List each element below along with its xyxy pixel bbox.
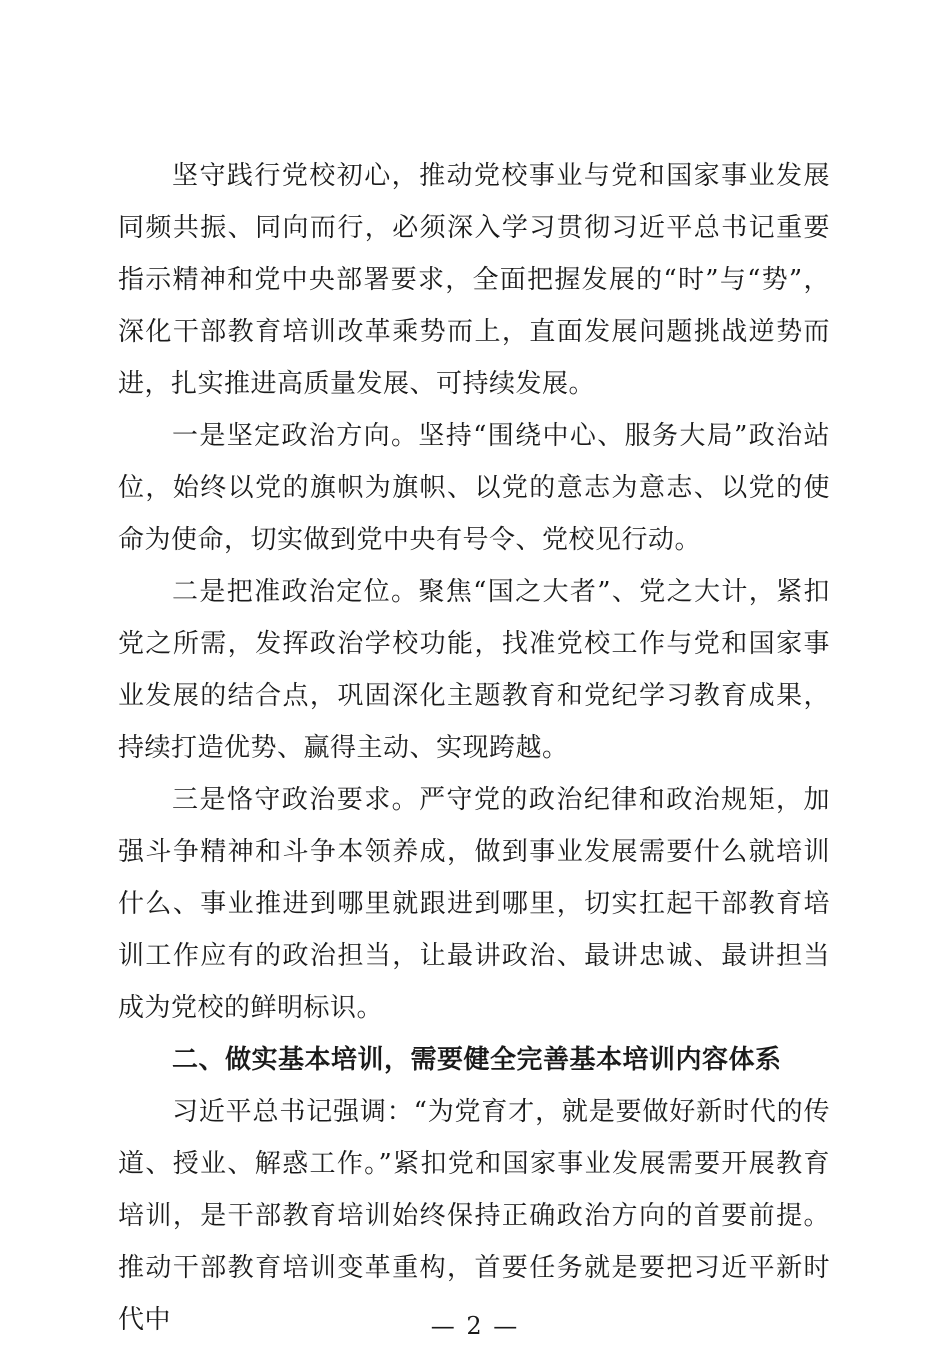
page-number: — 2 — [430, 1312, 520, 1340]
paragraph-point-one: 一是坚定政治方向。坚持“围绕中心、服务大局”政治站位，始终以党的旗帜为旗帜、以党的意志为意志、以党的使命为使命，切实做到党中央有号令、党校见行动。 [118, 421, 830, 555]
section-heading: 二、做实基本培训，需要健全完善基本培训内容体系 [172, 1045, 782, 1075]
paragraph-section-body: 习近平总书记强调：“为党育才，就是要做好新时代的传道、授业、解惑工作。”紧扣党和国家事业发展需要开展教育培训，是干部教育培训始终保持正确政治方向的首要前提。推动干部教育培训变革重构，首要任务就是要把习近平新时代中 [118, 1097, 830, 1335]
paragraph-point-two: 二是把准政治定位。聚焦“国之大者”、党之大计，紧扣党之所需，发挥政治学校功能，找准党校工作与党和国家事业发展的结合点，巩固深化主题教育和党纪学习教育成果，持续打造优势、赢得主动、实现跨越。 [118, 577, 830, 763]
paragraph-point-three: 三是恪守政治要求。严守党的政治纪律和政治规矩，加强斗争精神和斗争本领养成，做到事业发展需要什么就培训什么、事业推进到哪里就跟进到哪里，切实扛起干部教育培训工作应有的政治担当，让最讲政治、最讲忠诚、最讲担当成为党校的鲜明标识。 [118, 785, 830, 1023]
paragraph-intro: 坚守践行党校初心，推动党校事业与党和国家事业发展同频共振、同向而行，必须深入学习贯彻习近平总书记重要指示精神和党中央部署要求，全面把握发展的“时”与“势”，深化干部教育培训改革乘势而上，直面发展问题挑战逆势而进，扎实推进高质量发展、可持续发展。 [118, 161, 830, 399]
document-body [118, 150, 830, 1346]
